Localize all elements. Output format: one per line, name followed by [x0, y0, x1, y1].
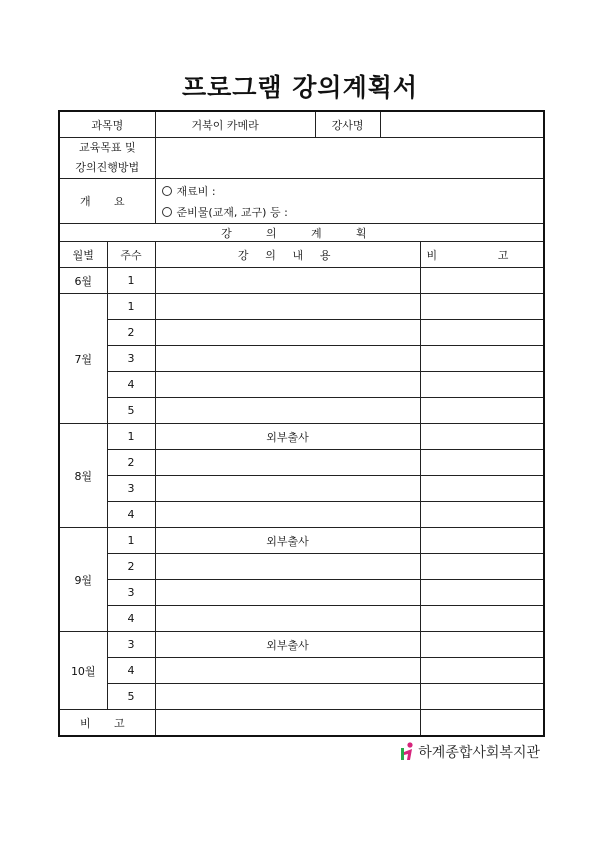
overview-item	[160, 180, 544, 201]
schedule-row	[59, 658, 544, 684]
plan-header-row	[59, 224, 544, 242]
week-cell: 3	[107, 346, 155, 372]
goal-value	[155, 138, 544, 179]
instructor-label: 강사명	[315, 111, 380, 138]
note-cell	[420, 684, 544, 710]
schedule-row	[59, 684, 544, 710]
column-week: 주수	[107, 242, 155, 268]
schedule-row	[59, 632, 544, 658]
note-cell	[420, 476, 544, 502]
week-cell: 1	[107, 294, 155, 320]
course-row	[59, 111, 544, 138]
radio-circle-icon	[162, 186, 172, 196]
goal-row	[59, 138, 544, 179]
week-cell: 1	[107, 424, 155, 450]
goal-label-line-2: 강의진행방법	[75, 161, 140, 174]
instructor-value	[380, 111, 544, 138]
column-month: 월별	[59, 242, 107, 268]
week-cell: 5	[107, 398, 155, 424]
schedule-row	[59, 528, 544, 554]
month-cell: 8월	[59, 424, 107, 528]
schedule-row	[59, 268, 544, 294]
note-cell	[420, 372, 544, 398]
note-cell	[420, 632, 544, 658]
note-cell	[420, 294, 544, 320]
footer-row	[59, 710, 544, 737]
schedule-row	[59, 424, 544, 450]
content-cell	[155, 476, 420, 502]
course-label: 과목명	[59, 111, 155, 138]
content-cell: 외부출사	[155, 424, 420, 450]
schedule-row	[59, 372, 544, 398]
content-cell	[155, 372, 420, 398]
schedule-row	[59, 294, 544, 320]
organization-name: 하계종합사회복지관	[418, 745, 540, 761]
note-cell	[420, 580, 544, 606]
note-cell	[420, 320, 544, 346]
note-cell	[420, 398, 544, 424]
schedule-row	[59, 398, 544, 424]
note-cell	[420, 424, 544, 450]
content-cell	[155, 320, 420, 346]
note-cell	[420, 502, 544, 528]
week-cell: 2	[107, 450, 155, 476]
goal-label-line-1: 교육목표 및	[78, 141, 136, 154]
person-logo-icon	[398, 742, 416, 762]
content-cell	[155, 684, 420, 710]
schedule-row	[59, 476, 544, 502]
plan-header: 강 의 계 획	[59, 224, 544, 242]
content-cell	[155, 398, 420, 424]
content-cell: 외부출사	[155, 528, 420, 554]
overview-item-text: 준비물(교재, 교구) 등 :	[176, 205, 288, 219]
week-cell: 4	[107, 372, 155, 398]
overview-label: 개 요	[59, 179, 155, 224]
footer-label: 비 고	[59, 710, 155, 737]
schedule-row	[59, 346, 544, 372]
lecture-plan-table	[58, 110, 545, 737]
goal-label-cell	[59, 138, 155, 179]
content-cell	[155, 554, 420, 580]
content-cell	[155, 606, 420, 632]
overview-item-text: 재료비 :	[176, 184, 216, 198]
note-cell	[420, 346, 544, 372]
note-cell	[420, 606, 544, 632]
content-cell	[155, 450, 420, 476]
week-cell: 4	[107, 658, 155, 684]
course-value: 거북이 카메라	[155, 111, 315, 138]
overview-value	[155, 179, 544, 224]
month-cell: 6월	[59, 268, 107, 294]
month-cell: 10월	[59, 632, 107, 710]
week-cell: 4	[107, 502, 155, 528]
week-cell: 3	[107, 632, 155, 658]
content-cell	[155, 294, 420, 320]
content-cell	[155, 580, 420, 606]
column-header-row	[59, 242, 544, 268]
content-cell	[155, 658, 420, 684]
note-cell	[420, 268, 544, 294]
column-note: 비 고	[420, 242, 544, 268]
column-content: 강 의 내 용	[155, 242, 420, 268]
overview-row	[59, 179, 544, 224]
radio-circle-icon	[162, 207, 172, 217]
week-cell: 2	[107, 320, 155, 346]
organization-logo	[398, 742, 540, 762]
note-cell	[420, 450, 544, 476]
schedule-row	[59, 554, 544, 580]
schedule-row	[59, 502, 544, 528]
week-cell: 3	[107, 476, 155, 502]
overview-item	[160, 201, 544, 222]
content-cell	[155, 346, 420, 372]
month-cell: 9월	[59, 528, 107, 632]
schedule-row	[59, 580, 544, 606]
week-cell: 3	[107, 580, 155, 606]
content-cell: 외부출사	[155, 632, 420, 658]
week-cell: 5	[107, 684, 155, 710]
week-cell: 1	[107, 528, 155, 554]
note-cell	[420, 528, 544, 554]
week-cell: 2	[107, 554, 155, 580]
week-cell: 4	[107, 606, 155, 632]
content-cell	[155, 268, 420, 294]
week-cell: 1	[107, 268, 155, 294]
content-cell	[155, 502, 420, 528]
note-cell	[420, 554, 544, 580]
schedule-row	[59, 606, 544, 632]
document-title: 프로그램 강의계획서	[181, 73, 419, 102]
schedule-row	[59, 450, 544, 476]
note-cell	[420, 658, 544, 684]
footer-value	[155, 710, 420, 737]
footer-note	[420, 710, 544, 737]
schedule-row	[59, 320, 544, 346]
month-cell: 7월	[59, 294, 107, 424]
